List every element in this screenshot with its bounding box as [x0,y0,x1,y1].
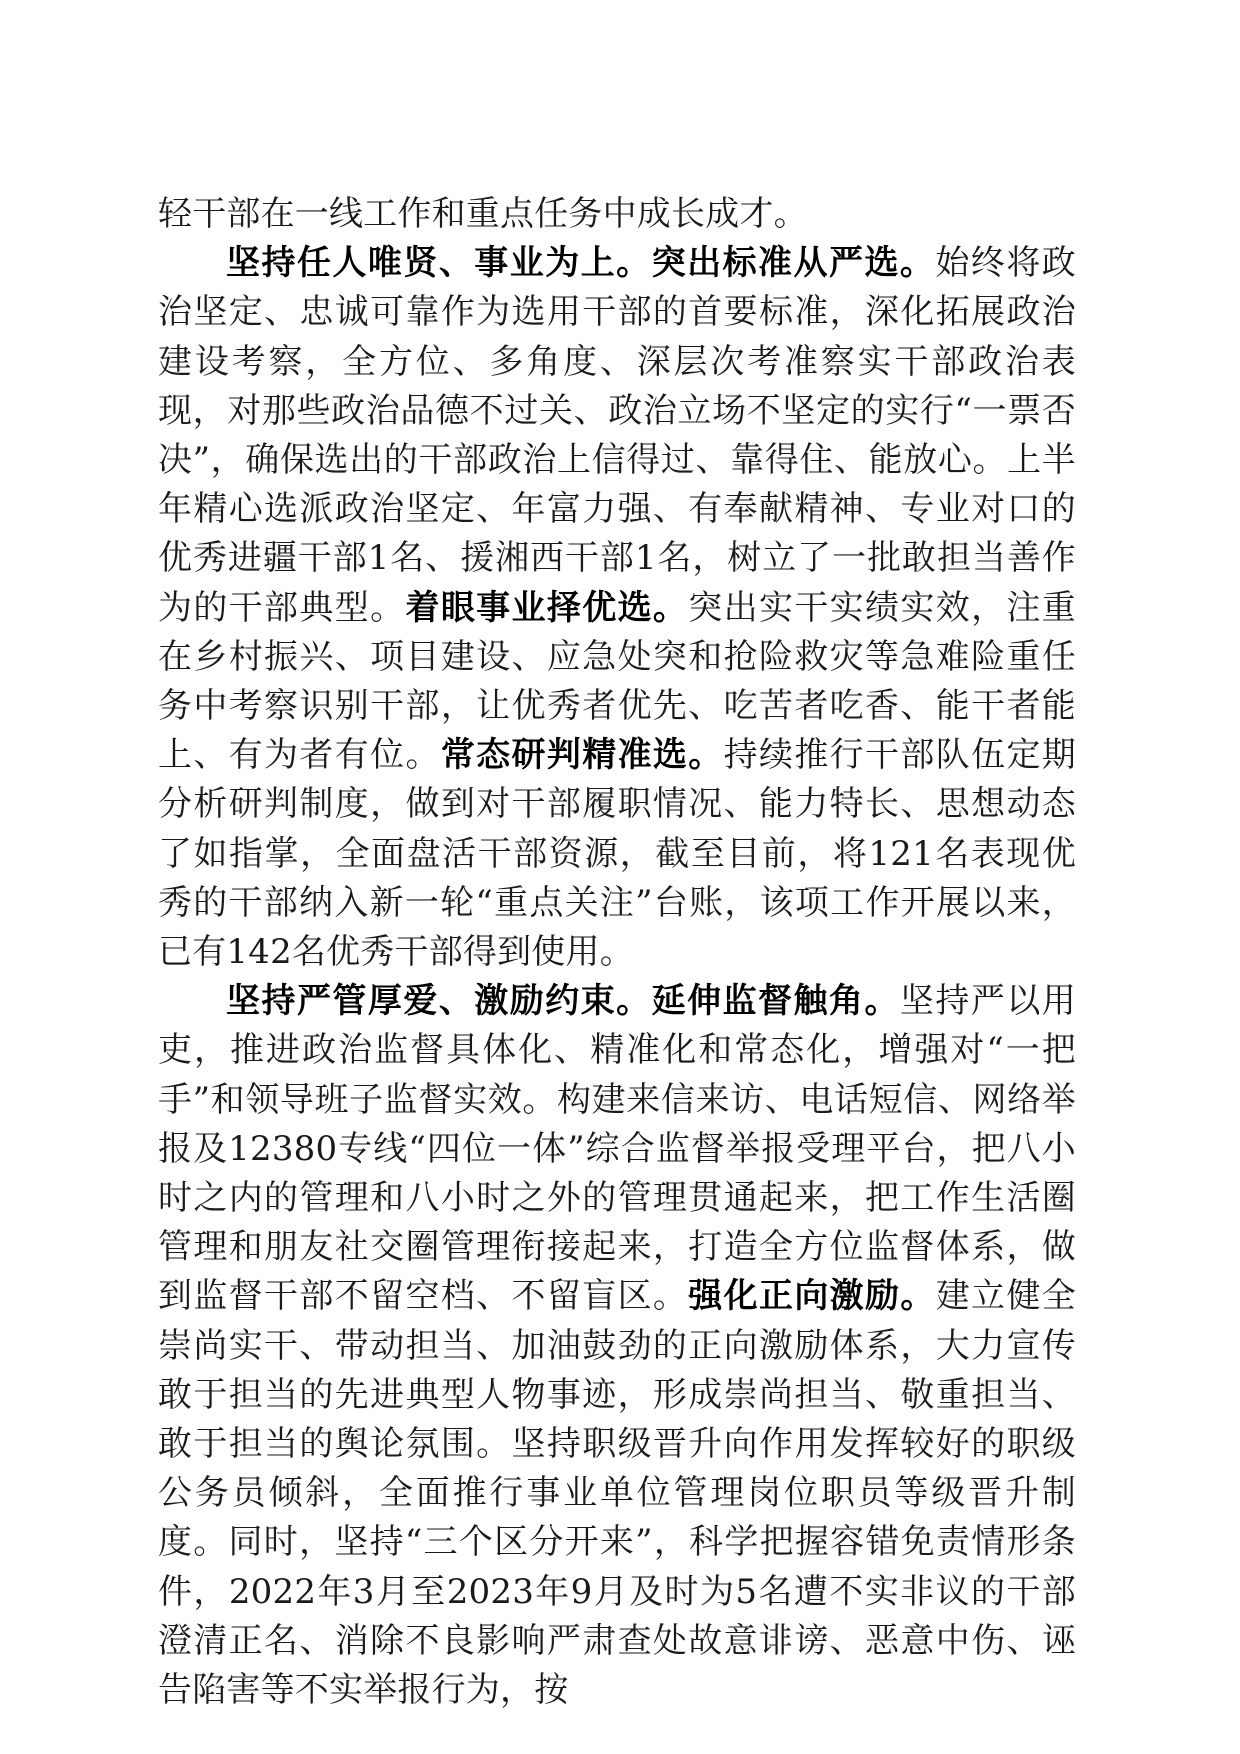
text-run: 坚持严以用吏，推进政治监督具体化、精准化和常态化，增强对“一把手”和领导班子监督实效。构建来信来访、电话短信、网络举报及12380专线“四位一体”综合监督举报受理平台，把八小时之内的管理和八小时之外的管理贯通起来，把工作生活圈管理和朋友社交圈管理衔接起来，打造全方位监督体系，做到监督干部不留空档、不留盲区。 [158,981,1076,1317]
bold-heading-run: 常态研判精准选。 [440,735,724,776]
paragraph-1 [158,190,1076,239]
bold-heading-run: 坚持任人唯贤、事业为上。突出标准从严选。 [226,243,936,284]
text-run: 建立健全崇尚实干、带动担当、加油鼓劲的正向激励体系，大力宣传敢于担当的先进典型人物事迹，形成崇尚担当、敬重担当、敢于担当的舆论氛围。坚持职级晋升向作用发挥较好的职级公务员倾斜，全面推行事业单位管理岗位职员等级晋升制度。同时，坚持“三个区分开来”，科学把握容错免责情形条件，2022年3月至2023年9月及时为5名遭不实非议的干部澄清正名、消除不良影响严肃查处故意诽谤、恶意中伤、诬告陷害等不实举报行为，按 [158,1276,1077,1711]
text-run: 突出实干实绩实效，注重在乡村振兴、项目建设、应急处突和抢险救灾等急难险重任务中考察识别干部，让优秀者优先、吃苦者吃香、能干者能上、有为者有位。 [158,587,1076,776]
bold-heading-run: 着眼事业择优选。 [405,587,689,628]
document-body [158,190,1076,1715]
paragraph-2 [158,239,1076,977]
bold-heading-run: 强化正向激励。 [688,1276,936,1317]
text-run: 轻干部在一线工作和重点任务中成长成才。 [158,194,808,234]
paragraph-3 [158,977,1076,1715]
text-run: 持续推行干部队伍定期分析研判制度，做到对干部履职情况、能力特长、思想动态了如指掌，全面盘活干部资源，截至目前，将121名表现优秀的干部纳入新一轮“重点关注”台账，该项工作开展以来，已有142名优秀干部得到使用。 [158,735,1076,973]
bold-heading-run: 坚持严管厚爱、激励约束。延伸监督触角。 [226,981,900,1022]
text-run: 始终将政治坚定、忠诚可靠作为选用干部的首要标准，深化拓展政治建设考察，全方位、多角度、深层次考准察实干部政治表现，对那些政治品德不过关、政治立场不坚定的实行“一票否决”，确保选出的干部政治上信得过、靠得住、能放心。上半年精心选派政治坚定、年富力强、有奉献精神、专业对口的优秀进疆干部1名、援湘西干部1名，树立了一批敢担当善作为的干部典型。 [158,243,1076,628]
